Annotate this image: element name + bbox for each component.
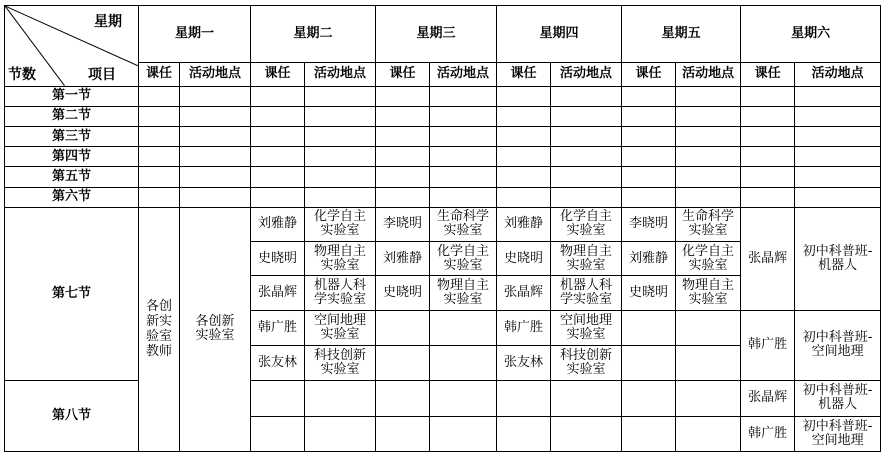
sub-header-course: 课任 — [139, 62, 180, 86]
mon-teacher: 各创新实验室教师 — [145, 299, 172, 360]
empty-cell — [676, 86, 741, 106]
sat-teacher: 张晶辉 — [741, 381, 795, 416]
sub-header-course: 课任 — [622, 62, 676, 86]
empty-cell — [741, 106, 795, 126]
period-label: 第六节 — [5, 187, 139, 207]
empty-cell — [551, 416, 622, 451]
sub-header-place: 活动地点 — [180, 62, 251, 86]
empty-cell — [305, 127, 376, 147]
mon-place: 各创新实验室 — [195, 314, 235, 344]
empty-cell — [305, 381, 376, 416]
empty-cell — [251, 416, 305, 451]
empty-cell — [622, 187, 676, 207]
fri-place: 物理自主实验室 — [682, 277, 735, 307]
empty-cell — [497, 167, 551, 187]
empty-cell — [551, 127, 622, 147]
empty-cell — [376, 167, 430, 187]
tue-teacher: 刘雅静 — [251, 207, 305, 241]
table-row — [5, 167, 881, 187]
sat-place: 初中科普班-空间地理 — [802, 418, 873, 448]
thu-place: 物理自主实验室 — [560, 243, 613, 273]
sub-header-course: 课任 — [376, 62, 430, 86]
header-row-days — [5, 6, 881, 63]
empty-cell — [551, 106, 622, 126]
thu-place-cell — [551, 242, 622, 276]
empty-cell — [497, 381, 551, 416]
tue-place: 空间地理实验室 — [314, 312, 367, 342]
empty-cell — [376, 345, 430, 380]
empty-cell — [180, 127, 251, 147]
empty-cell — [180, 86, 251, 106]
wed-teacher: 刘雅静 — [376, 242, 430, 276]
thu-teacher: 刘雅静 — [497, 207, 551, 241]
corner-section-label: 节数 — [8, 66, 36, 83]
mon-teacher-cell — [139, 207, 180, 451]
sat-place: 初中科普班-机器人 — [802, 383, 873, 413]
sub-header-place: 活动地点 — [676, 62, 741, 86]
fri-teacher: 李晓明 — [622, 207, 676, 241]
empty-cell — [430, 147, 497, 167]
fri-place: 生命科学实验室 — [682, 209, 735, 239]
empty-cell — [676, 167, 741, 187]
empty-cell — [430, 310, 497, 345]
empty-cell — [622, 416, 676, 451]
empty-cell — [741, 167, 795, 187]
corner-item-label: 项目 — [88, 66, 116, 83]
empty-cell — [622, 147, 676, 167]
tue-place: 机器人科学实验室 — [314, 277, 367, 307]
table-row — [5, 127, 881, 147]
thu-place-cell — [551, 310, 622, 345]
sub-header-place: 活动地点 — [795, 62, 881, 86]
empty-cell — [741, 86, 795, 106]
thu-place: 空间地理实验室 — [560, 312, 613, 342]
period-label: 第八节 — [5, 381, 139, 452]
sat-place: 初中科普班-机器人 — [802, 243, 873, 273]
period-label: 第七节 — [5, 207, 139, 381]
empty-cell — [676, 310, 741, 345]
empty-cell — [180, 106, 251, 126]
sat-place-cell — [795, 381, 881, 416]
wed-teacher: 史晓明 — [376, 276, 430, 310]
empty-cell — [430, 187, 497, 207]
period-label: 第五节 — [5, 167, 139, 187]
sat-place-cell — [795, 416, 881, 451]
tue-teacher: 张友林 — [251, 345, 305, 380]
thu-place: 机器人科学实验室 — [560, 277, 613, 307]
empty-cell — [376, 416, 430, 451]
day-header-fri: 星期五 — [622, 6, 741, 63]
period-label: 第四节 — [5, 147, 139, 167]
empty-cell — [795, 147, 881, 167]
table-row — [5, 86, 881, 106]
empty-cell — [305, 147, 376, 167]
empty-cell — [795, 187, 881, 207]
sat-place: 初中科普班-空间地理 — [802, 330, 873, 360]
empty-cell — [430, 416, 497, 451]
tue-place: 科技创新实验室 — [314, 348, 367, 378]
empty-cell — [795, 106, 881, 126]
day-header-wed: 星期三 — [376, 6, 497, 63]
wed-place: 物理自主实验室 — [437, 277, 490, 307]
empty-cell — [430, 381, 497, 416]
empty-cell — [305, 416, 376, 451]
period-label: 第三节 — [5, 127, 139, 147]
empty-cell — [497, 147, 551, 167]
day-header-sat: 星期六 — [741, 6, 881, 63]
sat-teacher: 韩广胜 — [741, 310, 795, 381]
tue-place: 物理自主实验室 — [314, 243, 367, 273]
fri-place-cell — [676, 276, 741, 310]
empty-cell — [180, 147, 251, 167]
mon-place-cell — [180, 207, 251, 451]
tue-place-cell — [305, 242, 376, 276]
sub-header-place: 活动地点 — [305, 62, 376, 86]
empty-cell — [305, 187, 376, 207]
empty-cell — [251, 127, 305, 147]
sat-place-cell — [795, 207, 881, 310]
empty-cell — [430, 86, 497, 106]
empty-cell — [741, 147, 795, 167]
fri-place-cell — [676, 242, 741, 276]
empty-cell — [305, 106, 376, 126]
thu-teacher: 史晓明 — [497, 242, 551, 276]
thu-place: 科技创新实验室 — [560, 348, 613, 378]
tue-place-cell — [305, 207, 376, 241]
empty-cell — [551, 381, 622, 416]
tue-teacher: 史晓明 — [251, 242, 305, 276]
day-header-thu: 星期四 — [497, 6, 622, 63]
empty-cell — [251, 187, 305, 207]
empty-cell — [676, 416, 741, 451]
thu-place-cell — [551, 345, 622, 380]
empty-cell — [251, 381, 305, 416]
thu-teacher: 张友林 — [497, 345, 551, 380]
empty-cell — [376, 310, 430, 345]
day-header-mon: 星期一 — [139, 6, 251, 63]
tue-place: 化学自主实验室 — [314, 209, 367, 239]
empty-cell — [497, 187, 551, 207]
table-row — [5, 106, 881, 126]
tue-teacher: 张晶辉 — [251, 276, 305, 310]
empty-cell — [139, 167, 180, 187]
sat-teacher: 韩广胜 — [741, 416, 795, 451]
empty-cell — [497, 127, 551, 147]
empty-cell — [622, 127, 676, 147]
empty-cell — [795, 127, 881, 147]
wed-teacher: 李晓明 — [376, 207, 430, 241]
fri-teacher: 刘雅静 — [622, 242, 676, 276]
empty-cell — [430, 167, 497, 187]
empty-cell — [180, 167, 251, 187]
sat-teacher: 张晶辉 — [741, 207, 795, 310]
empty-cell — [376, 381, 430, 416]
empty-cell — [305, 86, 376, 106]
empty-cell — [622, 310, 676, 345]
empty-cell — [376, 127, 430, 147]
empty-cell — [741, 127, 795, 147]
empty-cell — [622, 106, 676, 126]
table-row — [5, 381, 881, 416]
empty-cell — [430, 106, 497, 126]
empty-cell — [622, 345, 676, 380]
empty-cell — [622, 381, 676, 416]
empty-cell — [139, 86, 180, 106]
fri-teacher: 史晓明 — [622, 276, 676, 310]
empty-cell — [251, 106, 305, 126]
tue-place-cell — [305, 276, 376, 310]
empty-cell — [376, 147, 430, 167]
period-label: 第一节 — [5, 86, 139, 106]
empty-cell — [180, 187, 251, 207]
empty-cell — [551, 86, 622, 106]
thu-place-cell — [551, 276, 622, 310]
period-label: 第二节 — [5, 106, 139, 126]
fri-place-cell — [676, 207, 741, 241]
tue-teacher: 韩广胜 — [251, 310, 305, 345]
empty-cell — [139, 106, 180, 126]
empty-cell — [676, 345, 741, 380]
empty-cell — [376, 187, 430, 207]
corner-weekday-label: 星期 — [94, 14, 122, 30]
empty-cell — [795, 167, 881, 187]
empty-cell — [305, 167, 376, 187]
thu-place: 化学自主实验室 — [560, 209, 613, 239]
sub-header-course: 课任 — [741, 62, 795, 86]
wed-place-cell — [430, 242, 497, 276]
day-header-tue: 星期二 — [251, 6, 376, 63]
empty-cell — [622, 86, 676, 106]
empty-cell — [676, 187, 741, 207]
empty-cell — [622, 167, 676, 187]
corner-cell — [5, 6, 139, 87]
empty-cell — [376, 86, 430, 106]
sub-header-place: 活动地点 — [430, 62, 497, 86]
empty-cell — [497, 86, 551, 106]
sub-header-course: 课任 — [497, 62, 551, 86]
empty-cell — [795, 86, 881, 106]
sub-header-course: 课任 — [251, 62, 305, 86]
tue-place-cell — [305, 310, 376, 345]
empty-cell — [251, 167, 305, 187]
schedule-table — [4, 5, 881, 452]
empty-cell — [676, 106, 741, 126]
empty-cell — [497, 106, 551, 126]
empty-cell — [551, 167, 622, 187]
fri-place: 化学自主实验室 — [682, 243, 735, 273]
sub-header-place: 活动地点 — [551, 62, 622, 86]
table-row — [5, 147, 881, 167]
empty-cell — [139, 187, 180, 207]
thu-place-cell — [551, 207, 622, 241]
wed-place-cell — [430, 207, 497, 241]
empty-cell — [430, 345, 497, 380]
thu-teacher: 韩广胜 — [497, 310, 551, 345]
empty-cell — [676, 381, 741, 416]
empty-cell — [676, 147, 741, 167]
tue-place-cell — [305, 345, 376, 380]
sat-place-cell — [795, 310, 881, 381]
table-row — [5, 207, 881, 241]
empty-cell — [676, 127, 741, 147]
empty-cell — [551, 147, 622, 167]
wed-place: 化学自主实验室 — [437, 243, 490, 273]
empty-cell — [139, 147, 180, 167]
empty-cell — [251, 86, 305, 106]
empty-cell — [376, 106, 430, 126]
empty-cell — [741, 187, 795, 207]
wed-place: 生命科学实验室 — [437, 209, 490, 239]
empty-cell — [139, 127, 180, 147]
wed-place-cell — [430, 276, 497, 310]
empty-cell — [251, 147, 305, 167]
empty-cell — [497, 416, 551, 451]
empty-cell — [551, 187, 622, 207]
thu-teacher: 张晶辉 — [497, 276, 551, 310]
empty-cell — [430, 127, 497, 147]
table-row — [5, 187, 881, 207]
